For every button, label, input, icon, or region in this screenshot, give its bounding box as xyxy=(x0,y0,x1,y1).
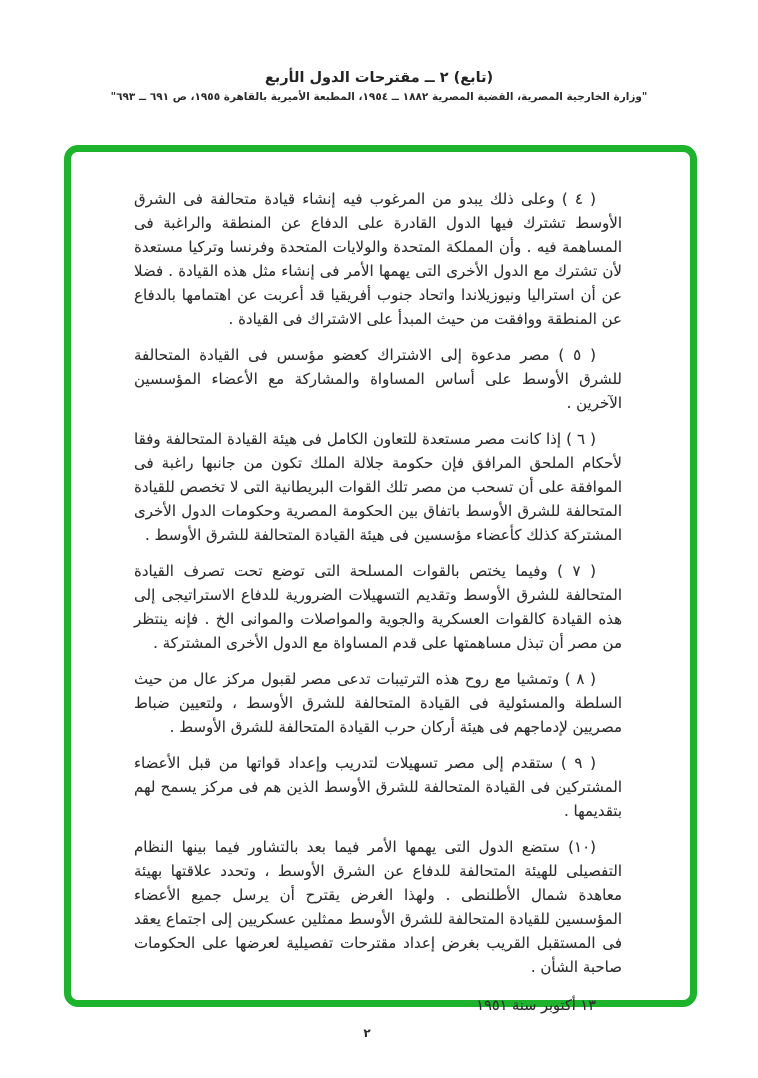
paragraph-10: (١٠) ستضع الدول التى يهمها الأمر فيما بعد بالتشاور فيما بينها النظام التفصيلى للهيئة المتحالفة للدفاع عن الشرق الأوسط ، وتحدد علاقتها بهيئة معاهدة شمال الأطلنطى . ولهذا الغرض يقترح أن يرسل جميع الأعضاء المؤسسين للقيادة المتحالفة للشرق الأوسط ممثلين عسكريين إلى اجتماع يعقد فى المستقبل القريب بغرض إعداد مقترحات تفصيلية لعرضها على الحكومات صاحبة الشأن . xyxy=(134,838,622,976)
paragraph-7: ( ٧ ) وفيما يختص بالقوات المسلحة التى توضع تحت تصرف القيادة المتحالفة للشرق الأوسط وتقديم التسهيلات الضرورية للدفاع الاستراتيجى إلى هذه القيادة كالقوات العسكرية والجوية والمواصلات والموانى الخ . فإنه ينتظر من مصر أن تبذل مساهمتها على قدم المساواة مع الدول الأخرى المشتركة . xyxy=(134,562,622,652)
paragraph-6: ( ٦ ) إذا كانت مصر مستعدة للتعاون الكامل فى هيئة القيادة المتحالفة وفقا لأحكام الملحق المرافق فإن حكومة جلالة الملك تكون من جانبها راغبة فى الموافقة على أن تسحب من مصر تلك القوات البريطانية التى لا تخصص للقيادة المتحالفة للشرق الأوسط باتفاق بين الحكومة المصرية وحكومات الدول الأخرى المشتركة كذلك كأعضاء مؤسسين فى هيئة القيادة المتحالفة للشرق الأوسط . xyxy=(134,430,622,544)
document-body xyxy=(134,187,622,1018)
page-number: ٢ xyxy=(363,1026,371,1040)
paragraph-9: ( ٩ ) ستقدم إلى مصر تسهيلات لتدريب وإعداد قواتها من قبل الأعضاء المشتركين فى القيادة المتحالفة للشرق الأوسط الذين هم فى مركز يسمح لهم بتقديمها . xyxy=(134,754,622,820)
document-header xyxy=(0,70,758,103)
paragraph-8: ( ٨ ) وتمشيا مع روح هذه الترتيبات تدعى مصر لقبول مركز عال من حيث السلطة والمسئولية فى القيادة المتحالفة للشرق الأوسط ، ولتعيين ضباط مصريين لإدماجهم فى هيئة أركان حرب القيادة المتحالفة للشرق الأوسط . xyxy=(134,670,622,736)
page-title: (تابع) ٢ ــ مقترحات الدول الأربع xyxy=(264,70,494,86)
paragraph-5: ( ٥ ) مصر مدعوة إلى الاشتراك كعضو مؤسس فى القيادة المتحالفة للشرق الأوسط على أساس المساواة والمشاركة مع الأعضاء المؤسسين الآخرين . xyxy=(134,346,622,412)
source-citation: "وزارة الخارجية المصرية، القضية المصرية ١٨٨٢ ــ ١٩٥٤، المطبعة الأميرية بالقاهرة ١٩٥٥، ص ٦٩١ ــ ٦٩٣" xyxy=(110,91,648,103)
date-line: ١٣ أكتوبر سنة ١٩٥١ xyxy=(476,998,596,1014)
paragraph-4: ( ٤ ) وعلى ذلك يبدو من المرغوب فيه إنشاء قيادة متحالفة فى الشرق الأوسط تشترك فيها الدول القادرة على الدفاع عن المنطقة والراغبة فى المساهمة فيه . وأن المملكة المتحدة والولايات المتحدة وفرنسا وتركيا مستعدة لأن تشترك مع الدول الأخرى التى يهمها الأمر فى إنشاء مثل هذه القيادة . فضلا عن أن استراليا ونيوزيلاندا واتحاد جنوب أفريقيا قد أعربت عن اهتمامها بالدفاع عن المنطقة ووافقت من حيث المبدأ على الاشتراك فى القيادة . xyxy=(134,190,622,328)
